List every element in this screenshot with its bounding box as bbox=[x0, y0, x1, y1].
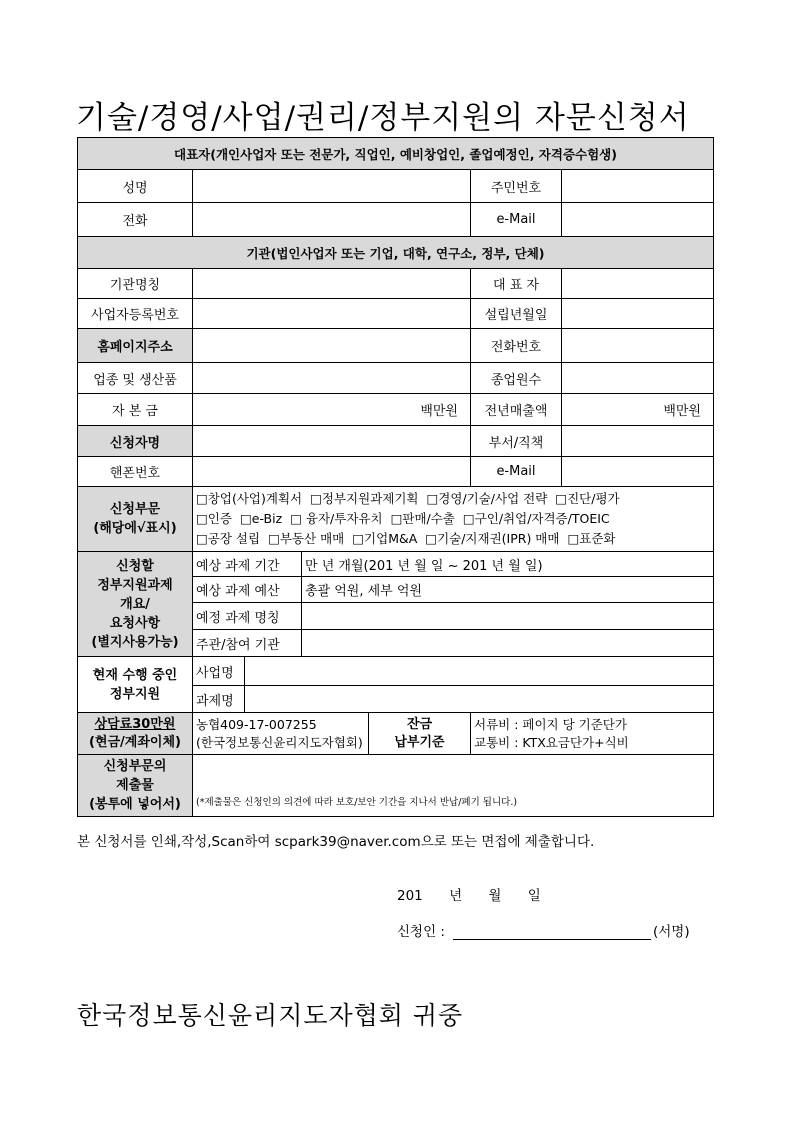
account-number: 농협409-17-007255 bbox=[196, 716, 317, 732]
rep-email-label: e-Mail bbox=[471, 203, 562, 237]
submission-label bbox=[78, 755, 193, 817]
date-year: 201 bbox=[397, 888, 423, 904]
employees-field[interactable] bbox=[562, 363, 714, 394]
gov-project-label bbox=[78, 552, 193, 657]
capital-label: 자 본 금 bbox=[78, 394, 193, 426]
applicant-signature-line bbox=[397, 920, 690, 940]
category-label-line2: (해당에√표시) bbox=[93, 521, 177, 536]
submission-label-l3: (봉투에 넣어서) bbox=[89, 797, 181, 812]
project-name-field[interactable] bbox=[302, 603, 714, 630]
capital-field[interactable] bbox=[193, 394, 471, 426]
org-name-field[interactable] bbox=[193, 269, 471, 299]
organization-section-header: 기관(법인사업자 또는 기업, 대학, 연구소, 정부, 단체) bbox=[78, 237, 714, 269]
employees-label: 종업원수 bbox=[471, 363, 562, 394]
gov-project-label-l1: 신청할 bbox=[116, 558, 154, 574]
submission-note: (*제출물은 신청인의 의견에 따라 보호/보안 기간을 지나서 반납/폐기 됩니다.) bbox=[196, 797, 518, 808]
account-info bbox=[193, 713, 369, 755]
travel-fee: 교통비 : KTX요금단가+식비 bbox=[474, 734, 629, 750]
org-phone-field[interactable] bbox=[562, 329, 714, 363]
category-checkbox[interactable]: □ 융자/투자유치 bbox=[290, 511, 383, 526]
recipient-footer: 한국정보통신윤리지도자협회 귀중 bbox=[77, 1001, 464, 1030]
host-org-field[interactable] bbox=[302, 630, 714, 657]
gov-project-label-l2: 정부지원과제 bbox=[97, 577, 173, 593]
category-label-line1: 신청부문 bbox=[109, 502, 161, 517]
submission-label-l2: 제출물 bbox=[116, 778, 154, 793]
rep-name-label: 성명 bbox=[78, 170, 193, 203]
category-checkbox[interactable]: □판매/수출 bbox=[390, 511, 455, 526]
budget-label: 예상 과제 예산 bbox=[193, 577, 302, 603]
org-ceo-field[interactable] bbox=[562, 269, 714, 299]
balance-label-l2: 납부기준 bbox=[394, 734, 445, 750]
category-options bbox=[193, 487, 714, 552]
submission-field[interactable] bbox=[193, 755, 714, 817]
category-checkbox[interactable]: □인증 bbox=[196, 511, 232, 526]
date-line bbox=[397, 884, 563, 904]
category-checkbox[interactable]: □경영/기술/사업 전략 bbox=[426, 491, 548, 506]
date-month-label: 월 bbox=[488, 888, 502, 904]
dept-field[interactable] bbox=[562, 426, 714, 457]
category-checkbox[interactable]: □구인/취업/자격증/TOEIC bbox=[462, 511, 610, 526]
founded-field[interactable] bbox=[562, 299, 714, 329]
capital-unit: 백만원 bbox=[420, 404, 458, 419]
applicant-name-field[interactable] bbox=[193, 426, 471, 457]
rep-name-field[interactable] bbox=[193, 170, 471, 203]
category-checkbox[interactable]: □e-Biz bbox=[239, 511, 283, 526]
homepage-field[interactable] bbox=[193, 329, 471, 363]
dept-label: 부서/직책 bbox=[471, 426, 562, 457]
sales-label: 전년매출액 bbox=[471, 394, 562, 426]
homepage-label: 홈페이지주소 bbox=[78, 329, 193, 363]
category-checkbox[interactable]: □기술/지재권(IPR) 매매 bbox=[425, 531, 560, 546]
bizno-field[interactable] bbox=[193, 299, 471, 329]
category-checkbox[interactable]: □진단/평가 bbox=[555, 491, 620, 506]
date-year-label: 년 bbox=[449, 888, 463, 904]
mobile-field[interactable] bbox=[193, 457, 471, 487]
current-task-field[interactable] bbox=[245, 686, 714, 713]
founded-label: 설립년월일 bbox=[471, 299, 562, 329]
industry-label: 업종 및 생산품 bbox=[78, 363, 193, 394]
category-label bbox=[78, 487, 193, 552]
project-name-label: 예정 과제 명칭 bbox=[193, 603, 302, 630]
fee-label bbox=[78, 713, 193, 755]
mobile-label: 핸폰번호 bbox=[78, 457, 193, 487]
signature-label: (서명) bbox=[652, 924, 690, 940]
signature-field[interactable] bbox=[453, 925, 651, 940]
fee-label-l2: (현금/계좌이체) bbox=[89, 734, 181, 750]
category-checkbox[interactable]: □공장 설립 bbox=[196, 531, 261, 546]
category-checkbox[interactable]: □표준화 bbox=[567, 531, 616, 546]
org-phone-label: 전화번호 bbox=[471, 329, 562, 363]
balance-info bbox=[471, 713, 714, 755]
current-task-label: 과제명 bbox=[193, 686, 245, 713]
balance-label bbox=[369, 713, 471, 755]
balance-label-l1: 잔금 bbox=[406, 716, 433, 732]
gov-project-label-l3: 개요/ bbox=[120, 596, 150, 612]
gov-project-label-l5: (별지사용가능) bbox=[91, 634, 179, 650]
period-field[interactable]: 만 년 개월(201 년 월 일 ~ 201 년 월 일) bbox=[302, 552, 714, 577]
submission-label-l1: 신청부문의 bbox=[103, 759, 167, 774]
budget-field[interactable]: 총괄 억원, 세부 억원 bbox=[302, 577, 714, 603]
rep-phone-field[interactable] bbox=[193, 203, 471, 237]
application-form-table bbox=[77, 137, 714, 817]
org-name-label: 기관명칭 bbox=[78, 269, 193, 299]
industry-field[interactable] bbox=[193, 363, 471, 394]
host-org-label: 주관/참여 기관 bbox=[193, 630, 302, 657]
page-title: 기술/경영/사업/권리/정부지원의 자문신청서 bbox=[76, 100, 690, 136]
category-checkbox[interactable]: □정부지원과제기획 bbox=[310, 491, 419, 506]
current-support-label bbox=[78, 657, 193, 713]
applicant-name-label: 신청자명 bbox=[78, 426, 193, 457]
submission-notice: 본 신청서를 인쇄,작성,Scan하여 scpark39@naver.com으로 또는 면접에 제출합니다. bbox=[77, 834, 595, 850]
rep-email-field[interactable] bbox=[562, 203, 714, 237]
sales-field[interactable] bbox=[562, 394, 714, 426]
rep-id-label: 주민번호 bbox=[471, 170, 562, 203]
gov-project-label-l4: 요청사항 bbox=[109, 615, 161, 631]
current-support-label-l2: 정부지원 bbox=[109, 686, 161, 702]
rep-phone-label: 전화 bbox=[78, 203, 193, 237]
category-checkbox[interactable]: □창업(사업)계획서 bbox=[196, 491, 303, 506]
rep-id-field[interactable] bbox=[562, 170, 714, 203]
current-biz-field[interactable] bbox=[245, 657, 714, 686]
category-checkbox[interactable]: □기업M&A bbox=[352, 531, 418, 546]
representative-section-header: 대표자(개인사업자 또는 전문가, 직업인, 예비창업인, 졸업예정인, 자격증수험생) bbox=[78, 138, 714, 170]
bizno-label: 사업자등록번호 bbox=[78, 299, 193, 329]
period-label: 예상 과제 기간 bbox=[193, 552, 302, 577]
org-email-label: e-Mail bbox=[471, 457, 562, 487]
current-biz-label: 사업명 bbox=[193, 657, 245, 686]
category-checkbox[interactable]: □부동산 매매 bbox=[268, 531, 345, 546]
fee-label-l1: 상담료30만원 bbox=[94, 716, 176, 732]
org-ceo-label: 대 표 자 bbox=[471, 269, 562, 299]
current-support-label-l1: 현재 수행 중인 bbox=[92, 667, 178, 683]
account-holder: (한국정보통신윤리지도자협회) bbox=[196, 734, 363, 750]
date-day-label: 일 bbox=[527, 888, 541, 904]
org-email-field[interactable] bbox=[562, 457, 714, 487]
doc-fee: 서류비 : 페이지 당 기준단가 bbox=[474, 716, 627, 732]
applicant-label: 신청인 : bbox=[397, 924, 445, 940]
sales-unit: 백만원 bbox=[663, 404, 701, 419]
